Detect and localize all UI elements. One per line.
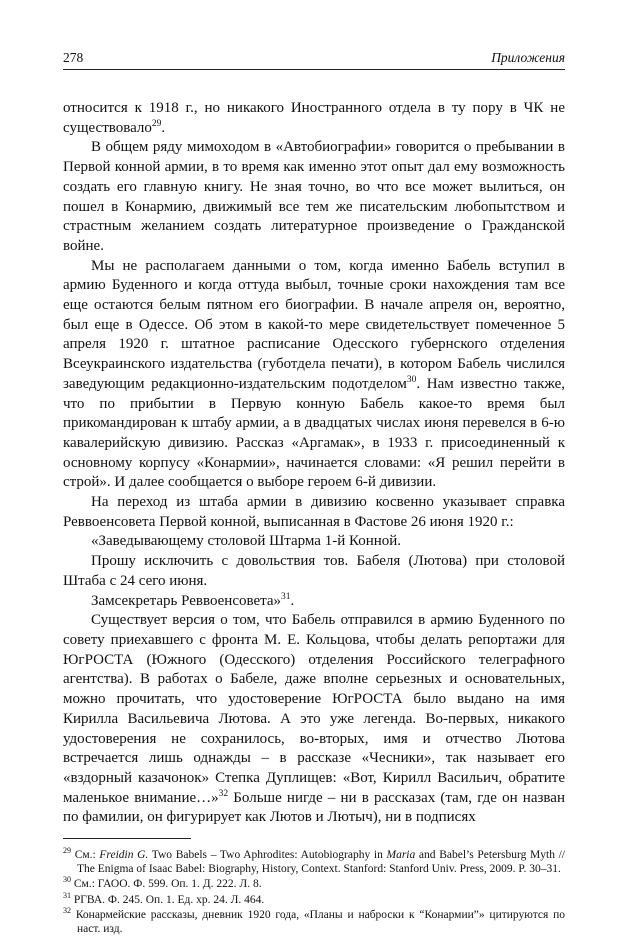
footnote-30: $^{30}$ См.: ГАОО. Ф. 599. Оп. 1. Д. 222. Л. 8. (63, 875, 262, 891)
footnote-29: $^{29}$ См.: Freidin G. Two Babels – Two Aphrodites: Autobiography in Maria and Babel’s Petersburg Myth // The Enigma of Isaac Babel: Biography, History, Context. Stanford: Stanford Univ. Press, 2009. P. 30–31. (63, 846, 566, 876)
paragraph-2: В общем ряду мимоходом в «Автобиографии» говорится о пребывании в Первой конной армии, в то время как именно этот опыт дал ему возможность создать его главную книгу. Не зная точно, во что все может вылиться, он пошел в Конармию, движимый все тем же писательским любопытством и страстным желанием создать литературное произведение о Гражданской войне. (63, 139, 565, 254)
footnote-ref-32[interactable]: 32 (218, 788, 229, 799)
footnote-31: $^{31}$ РГВА. Ф. 245. Оп. 1. Ед. хр. 24. Л. 464. (63, 890, 265, 906)
footnote-divider (63, 838, 191, 839)
paragraph-5: Существует версия о том, что Бабель отправился в армию Буденного по совету приехавшего с фронта М. Е. Кольцова, чтобы делать репортажи для ЮгРОСТА (Южного (Одесского) отделения Российского телеграфного агентства). В работах о Бабеле, даже вполне серьезных и основательных, можно прочитать, что удостоверение ЮгРОСТА было выдано на имя Кирилла Васильевича Лютова. А это уже легенда. Во-первых, никакого удостоверения не сохранилось, во-вторых, имя и отчество Лютова встречается лишь однажды – в рассказе «Чесники», так называет его «вздорный казачонок» Степка Дуплищев: «Вот, Кирилл Васильич, обратите маленькое внимание…»$^{32}$ Больше нигде – ни в рассказах (там, где он назван по фамилии, он фигурирует как Лютов и Лютыч), ни в подписях (63, 612, 565, 826)
footnote-ref-31[interactable]: 31 (281, 591, 291, 602)
quote-line-1: «Заведывающему столовой Штарма 1-й Конной. (91, 533, 402, 550)
footnote-ref-29[interactable]: 29 (151, 118, 162, 129)
quote-signature: Замсекретарь Реввоенсовета»$^{31}$. (91, 591, 295, 609)
page (63, 50, 565, 937)
paragraph-4: На переход из штаба армии в дивизию косвенно указывает справка Реввоенсовета Первой конной, выписанная в Фастове 26 июня 1920 г.: (63, 494, 565, 530)
section-title: Приложения (491, 50, 565, 65)
paragraph-1: относится к 1918 г., но никакого Иностранного отдела в ту пору в ЧК не существовало$^{29}$. (63, 100, 565, 136)
running-header (63, 50, 565, 70)
quote-line-2: Прошу исключить с довольствия тов. Бабеля (Лютова) при столовой Штаба с 24 сего июня. (63, 553, 565, 589)
footnotes (63, 848, 565, 936)
footnote-32: $^{32}$ Конармейские рассказы, дневник 1920 года, «Планы и наброски к “Конармии”» цитируются по наст. изд. (63, 906, 565, 936)
page-number: 278 (63, 50, 84, 65)
paragraph-3: Мы не располагаем данными о том, когда именно Бабель вступил в армию Буденного и когда оттуда выбыл, точные сроки нахождения там все еще остаются белым пятном его биографии. В начале апреля он, вероятно, был еще в Одессе. Об этом в какой-то мере свидетельствует помеченное 5 апреля 1920 г. штатное расписание Одесского губернского отделения Всеукраинского издательства (губотдела печати), в котором Бабель числился заведующим редакционно-издательским подотделом$^{30}$. Нам известно также, что по прибытии в Первую конную Бабель какое-то время был прикомандирован к штабу армии, а в двадцатых числах июня перевелся в 6-ю кавалерийскую дивизию. Рассказ «Аргамак», в 1933 г. присоединенный к основному корпусу «Конармии», начинается словами: «Я решил перейти в строй». И далее сообщается о выборе героем 6-й дивизии. (63, 257, 565, 491)
main-text (63, 99, 565, 828)
footnote-ref-30[interactable]: 30 (406, 374, 417, 385)
